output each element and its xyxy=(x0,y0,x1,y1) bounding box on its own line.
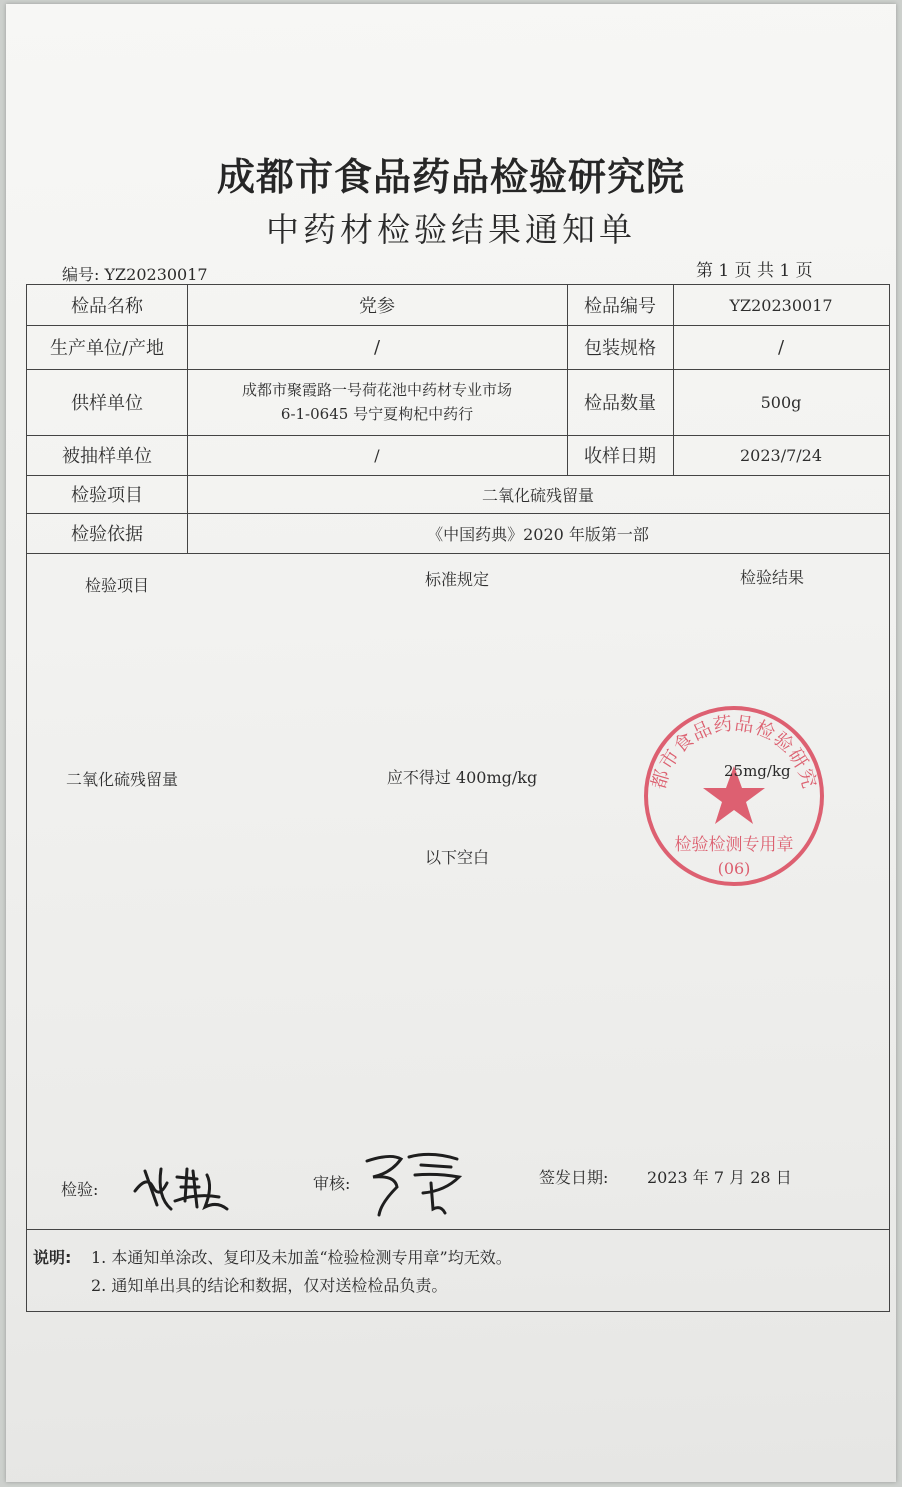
results-col-standard: 标准规定 xyxy=(424,569,489,589)
package-label: 包装规格 xyxy=(584,338,656,359)
quantity-label: 检品数量 xyxy=(584,393,656,414)
supplier-value xyxy=(187,369,567,435)
seal-inner-text: 检验检测专用章 xyxy=(674,835,794,855)
row-divider xyxy=(27,553,889,554)
package-value: / xyxy=(777,336,785,358)
supplier-line-2: 6-1-0645 号宁夏枸杞中药行 xyxy=(280,405,474,423)
issue-date-value: 2023 年 7 月 28 日 xyxy=(647,1168,792,1187)
notes-line-2: 2. 通知单出具的结论和数据，仅对送检检品负责。 xyxy=(91,1276,448,1295)
sample-no-label: 检品编号 xyxy=(584,296,656,317)
test-item-value: 二氧化硫残留量 xyxy=(481,485,594,505)
producer-value: / xyxy=(373,336,381,358)
blank-note: 以下空白 xyxy=(424,847,489,867)
test-item-label: 检验项目 xyxy=(71,485,143,506)
results-row-item: 二氧化硫残留量 xyxy=(65,769,178,789)
reviewer-signature xyxy=(361,1147,471,1219)
results-row-result: 25mg/kg xyxy=(724,762,791,780)
received-date-value: 2023/7/24 xyxy=(739,445,823,465)
seal-ring-text: 都市食品药品检验研究 xyxy=(647,712,821,792)
basis-value: 《中国药典》2020 年版第一部 xyxy=(427,524,649,544)
results-col-result: 检验结果 xyxy=(739,567,804,587)
inspector-label: 检验: xyxy=(61,1180,99,1199)
received-date-label: 收样日期 xyxy=(584,446,656,467)
sampled-unit-value: / xyxy=(374,445,380,465)
form-subtitle: 中药材检验结果通知单 xyxy=(266,210,636,249)
results-col-item: 检验项目 xyxy=(84,575,149,595)
supplier-label: 供样单位 xyxy=(71,393,143,414)
page-info: 第 1 页 共 1 页 xyxy=(696,261,813,281)
official-seal xyxy=(642,704,826,888)
results-row-standard: 应不得过 400mg/kg xyxy=(386,767,538,787)
institute-title: 成都市食品药品检验研究院 xyxy=(216,155,685,199)
report-sheet xyxy=(6,4,896,1482)
sampled-unit-label: 被抽样单位 xyxy=(62,446,152,467)
issue-date-label: 签发日期: xyxy=(539,1168,609,1187)
sample-name-value: 党参 xyxy=(359,296,395,317)
document-number: 编号: YZ20230017 xyxy=(62,265,208,284)
sample-name-label: 检品名称 xyxy=(71,296,143,317)
producer-label: 生产单位/产地 xyxy=(49,338,165,359)
quantity-value: 500g xyxy=(760,392,802,412)
row-divider xyxy=(27,1229,889,1230)
basis-label: 检验依据 xyxy=(71,524,143,545)
notes-line-1: 1. 本通知单涂改、复印及未加盖“检验检测专用章”均无效。 xyxy=(91,1248,512,1267)
notes-label: 说明: xyxy=(33,1248,72,1267)
reviewer-label: 审核: xyxy=(313,1174,351,1193)
sample-no-value: YZ20230017 xyxy=(729,295,833,315)
seal-number: (06) xyxy=(717,859,751,878)
supplier-line-1: 成都市聚霞路一号荷花池中药材专业市场 xyxy=(241,381,512,399)
inspector-signature xyxy=(127,1157,237,1217)
